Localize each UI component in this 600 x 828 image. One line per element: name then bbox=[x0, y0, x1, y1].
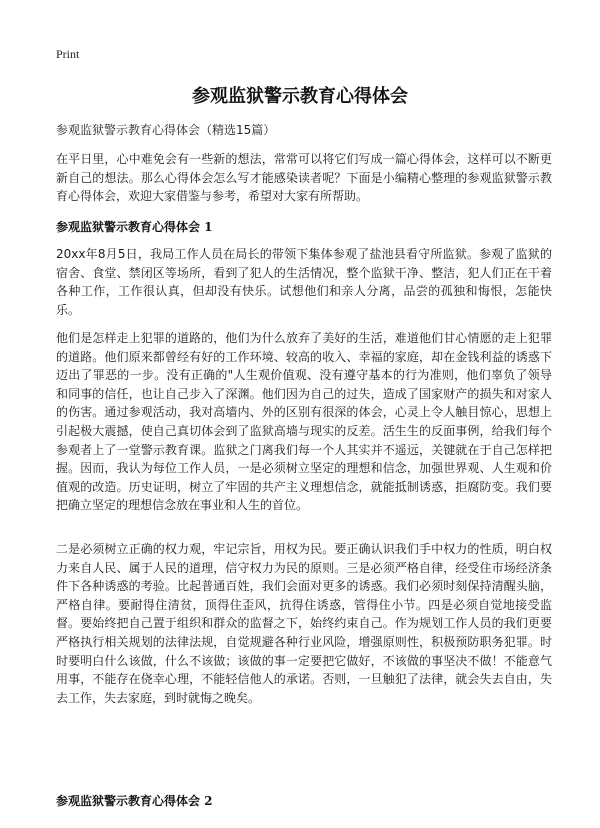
document-subtitle: 参观监狱警示教育心得体会（精选15篇） bbox=[56, 123, 276, 137]
section-heading-1: 参观监狱警示教育心得体会 1 bbox=[56, 220, 213, 234]
document-title: 参观监狱警示教育心得体会 bbox=[192, 86, 408, 107]
intro-paragraph: 在平日里，心中难免会有一些新的想法，常常可以将它们写成一篇心得体会，这样可以不断更新自己的想法。那么心得体会怎么写才能感染读者呢？下面是小编精心整理的参观监狱警示教育心得体会，欢迎大家借鉴与参考，希望对大家有所帮助。 bbox=[56, 152, 552, 204]
section-heading-2: 参观监狱警示教育心得体会 2 bbox=[56, 794, 213, 808]
section1-paragraph-3: 二是必须树立正确的权力观，牢记宗旨，用权为民。要正确认识我们手中权力的性质，明白权力来自人民、属于人民的道理，信守权力为民的原则。三是必须严格自律，经受住市场经济条件下各种诱惑的考验。比起普通百姓，我们会面对更多的诱惑。我们必须时刻保持清醒头脑，严格自律。要耐得住清贫，顶得住歪风，抗得住诱惑，管得住小节。四是必须自觉地接受监督。要始终把自己置于组织和群众的监督之下，始终约束自己。作为规划工作人员的我们更要严格执行相关规划的法律法规，自觉规避各种行业风险，增强原则性，积极预防职务犯罪。时时要明白什么该做，什么不该做；该做的事一定要把它做好，不该做的事坚决不做！不能意气用事，不能存在侥幸心理，不能轻信他人的承诺。否则，一旦触犯了法律，就会失去自由，失去工作，失去家庭，到时就悔之晚矣。 bbox=[56, 542, 552, 705]
print-link[interactable]: Print bbox=[56, 47, 80, 61]
section1-paragraph-1: 20xx年8月5日，我局工作人员在局长的带领下集体参观了盐池县看守所监狱。参观了监狱的宿舍、食堂、禁闭区等场所，看到了犯人的生活情况，整个监狱干净、整洁，犯人们正在干着各种工作，工作很认真，但却没有快乐。试想他们和亲人分离，品尝的孤独和悔恨，怎能快乐。 bbox=[56, 247, 552, 317]
section1-paragraph-2: 他们是怎样走上犯罪的道路的，他们为什么放弃了美好的生活，难道他们甘心情愿的走上犯罪的道路。他们原来都曾经有好的工作环境、较高的收入、幸福的家庭，却在金钱利益的诱惑下迈出了罪恶的一步。没有正确的"人生观价值观、没有遵守基本的行为准则，他们辜负了领导和同事的信任，也让自己步入了深渊。他们因为自己的过失，造成了国家财产的损失和对家人的伤害。通过参观活动，我对高墙内、外的区别有很深的体会，心灵上令人触目惊心，思想上引起极大震撼，使自己真切体会到了监狱高墙与现实的反差。活生生的反面事例，给我们每个参观者上了一堂警示教育课。监狱之门离我们每一个人其实并不遥远，关键就在于自己怎样把握。因而，我认为每位工作人员，一是必须树立坚定的理想和信念，加强世界观、人生观和价值观的改造。历史证明，树立了牢固的共产主义理想信念，就能抵制诱惑，拒腐防变。我们要把确立坚定的理想信念放在事业和人生的首位。 bbox=[56, 331, 552, 513]
